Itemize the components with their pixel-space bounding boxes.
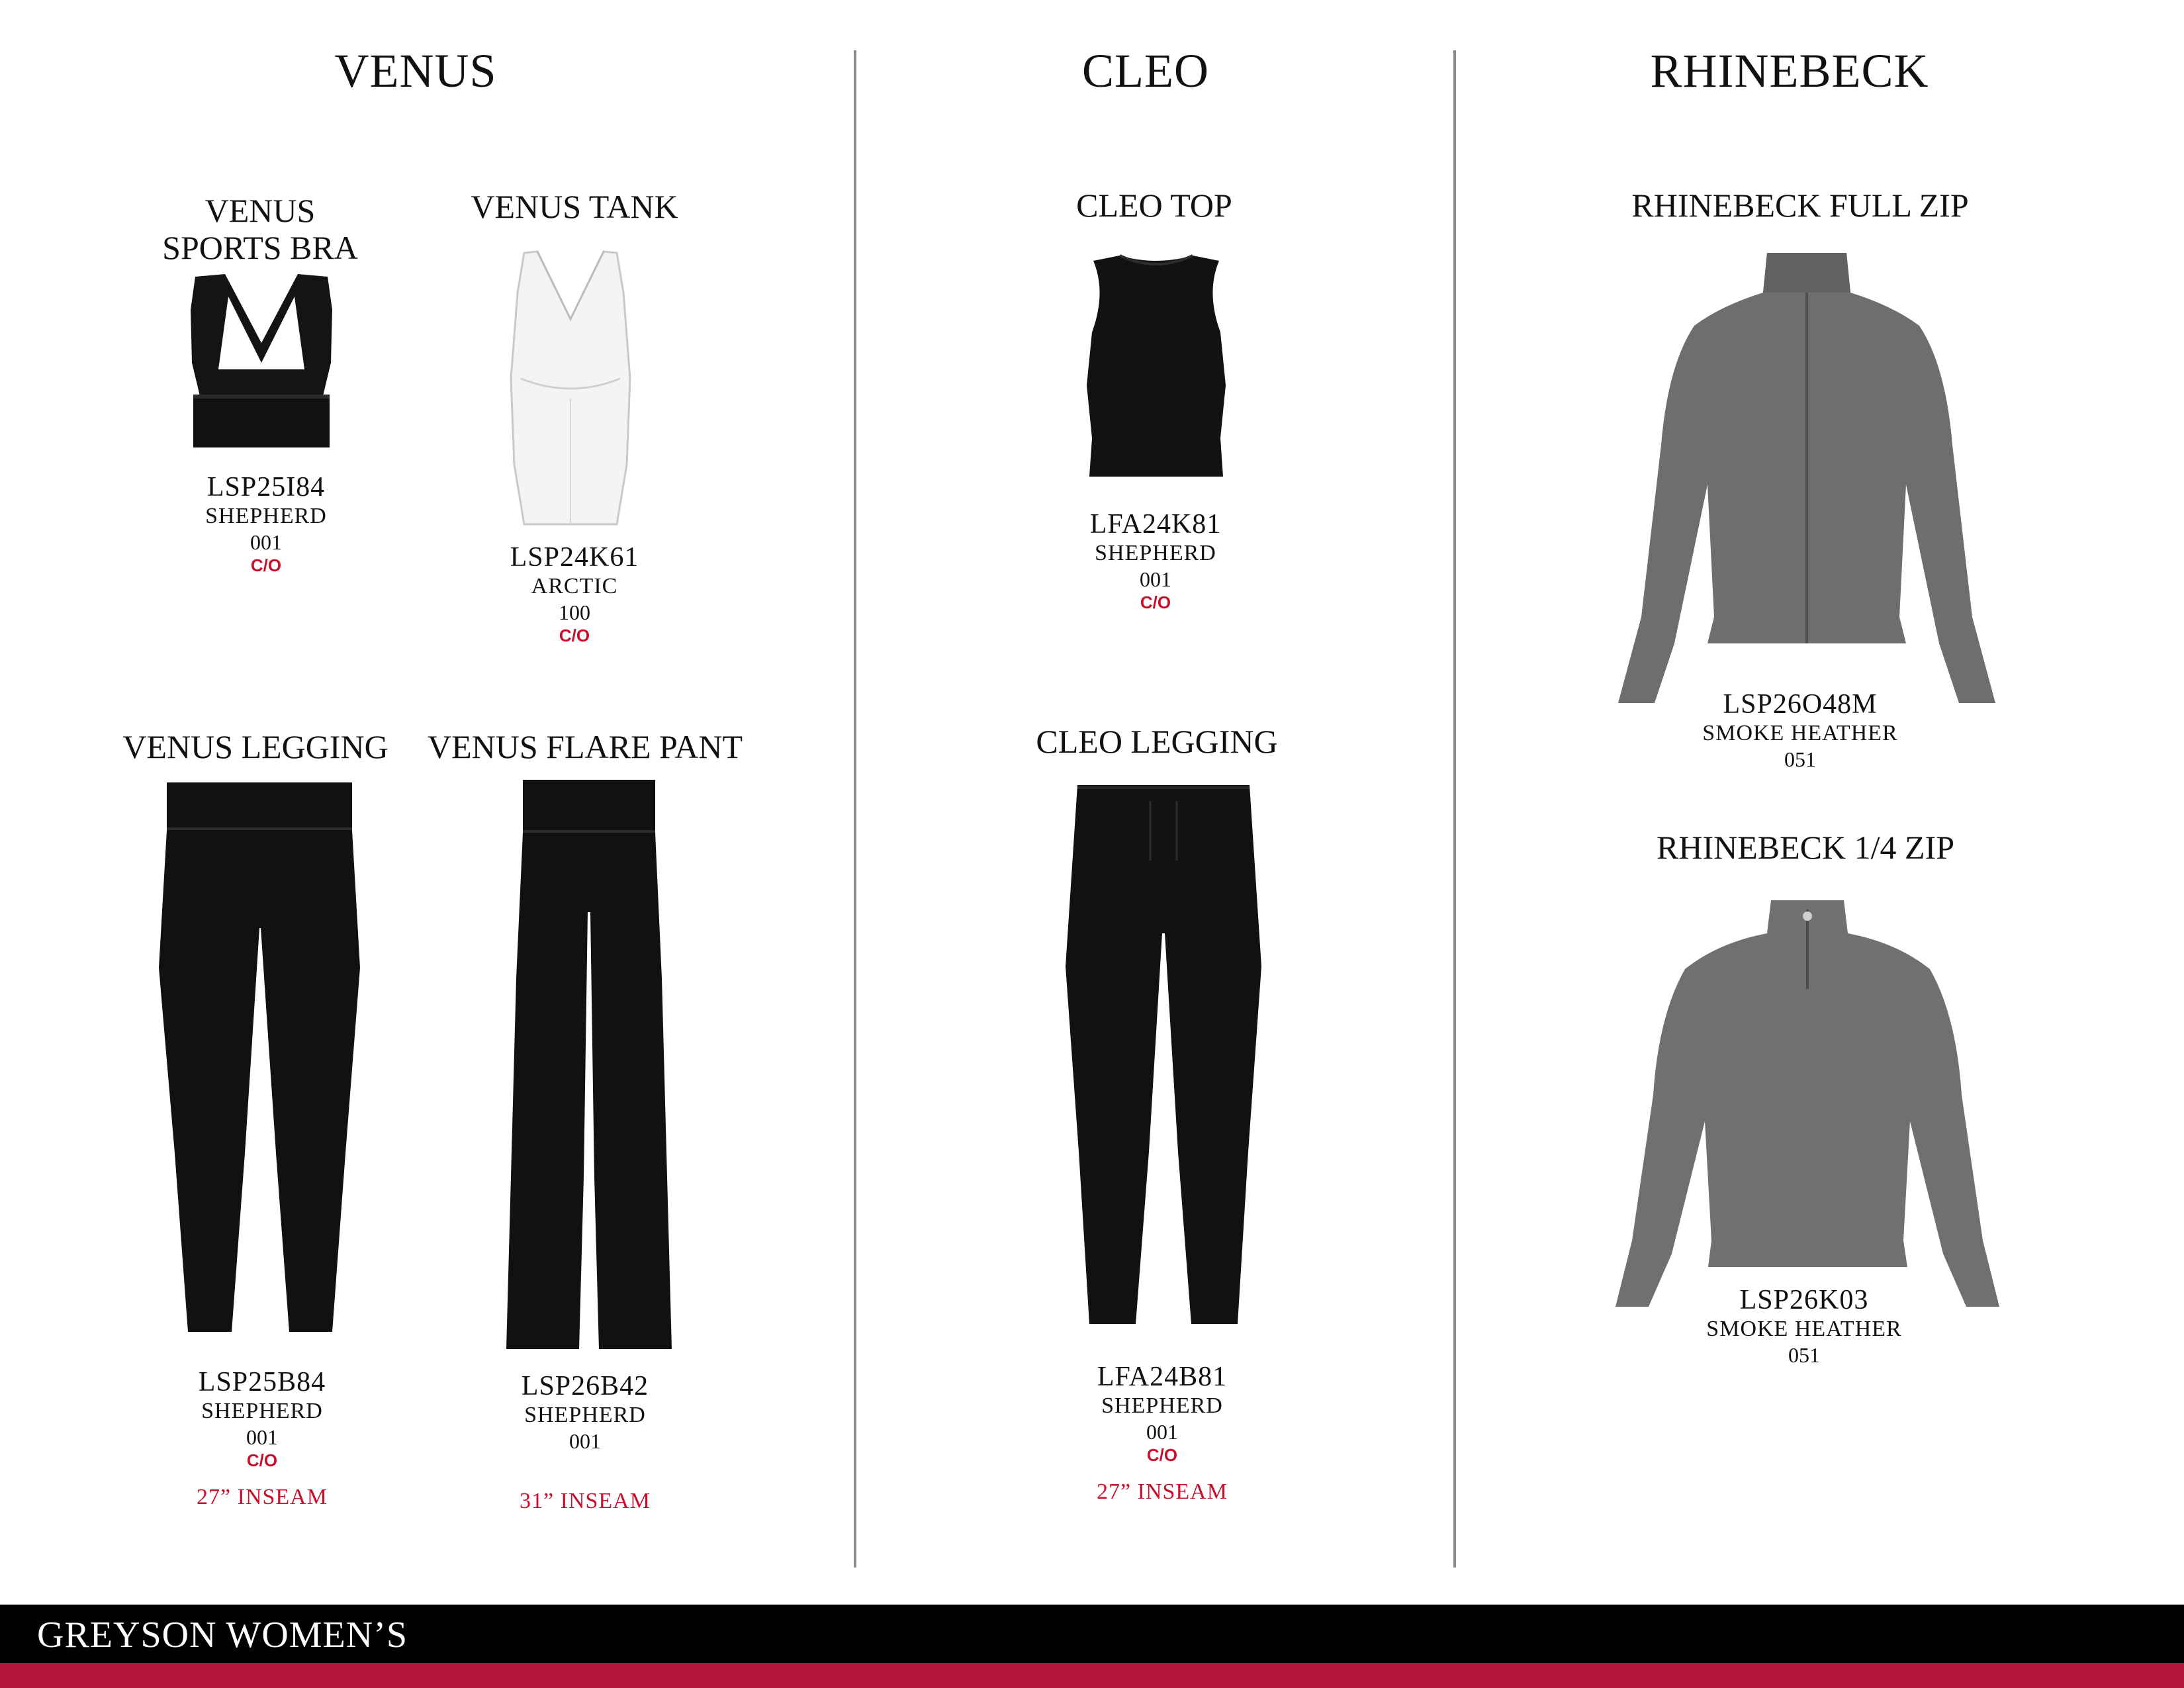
column-divider-left	[854, 50, 856, 1568]
footer-brand: GREYSON WOMEN’S	[37, 1615, 408, 1656]
sku: LSP26K03	[1739, 1285, 1869, 1315]
venus-tank-image	[498, 246, 643, 538]
footer-accent-stripe	[0, 1663, 2184, 1688]
section-title-venus: VENUS	[334, 44, 497, 97]
product-info-rhinebeck-full-zip	[1702, 688, 1897, 772]
inseam-label: 27” INSEAM	[197, 1485, 328, 1509]
sku: LSP26B42	[521, 1371, 649, 1401]
product-name-line2: SPORTS BRA	[162, 229, 358, 266]
product-name-line1: VENUS	[205, 192, 316, 229]
rhinebeck-quarter-zip-image	[1612, 896, 2003, 1313]
color-code: 051	[1788, 1343, 1820, 1367]
color-name: ARCTIC	[531, 574, 618, 598]
carryover-badge: C/O	[1146, 1445, 1178, 1465]
product-name-cleo-top: CLEO TOP	[1076, 187, 1232, 224]
product-info-cleo-legging	[1097, 1361, 1228, 1505]
color-code: 001	[250, 530, 282, 554]
color-name: SMOKE HEATHER	[1702, 721, 1898, 745]
product-info-venus-tank	[510, 541, 639, 646]
color-code: 001	[246, 1425, 278, 1449]
product-name-venus-sports-bra	[162, 192, 358, 266]
carryover-badge: C/O	[1140, 592, 1171, 612]
color-name: SHEPHERD	[201, 1399, 323, 1423]
product-name-venus-flare-pant: VENUS FLARE PANT	[427, 728, 743, 765]
color-name: SHEPHERD	[1095, 541, 1216, 565]
venus-legging-image	[147, 782, 372, 1345]
product-name-venus-tank: VENUS TANK	[471, 188, 678, 225]
sku: LSP25B84	[198, 1367, 326, 1397]
product-name-rhinebeck-full-zip: RHINEBECK FULL ZIP	[1631, 187, 1969, 224]
carryover-badge: C/O	[250, 555, 282, 575]
cleo-legging-image	[1051, 781, 1276, 1337]
inseam-label: 31” INSEAM	[520, 1489, 651, 1513]
product-name-rhinebeck-quarter-zip: RHINEBECK 1/4 ZIP	[1657, 829, 1954, 866]
product-info-cleo-top	[1090, 508, 1222, 613]
product-name-venus-legging: VENUS LEGGING	[122, 728, 388, 765]
color-code: 001	[569, 1429, 601, 1453]
venus-sports-bra-image	[179, 270, 344, 455]
section-title-rhinebeck: RHINEBECK	[1650, 44, 1929, 97]
color-code: 001	[1140, 567, 1171, 591]
rhinebeck-full-zip-image	[1615, 246, 1999, 710]
section-title-cleo: CLEO	[1082, 44, 1209, 97]
carryover-badge: C/O	[559, 626, 590, 645]
product-name-cleo-legging: CLEO LEGGING	[1036, 723, 1278, 760]
venus-flare-pant-image	[503, 780, 675, 1356]
column-divider-right	[1453, 50, 1456, 1568]
product-info-venus-legging	[197, 1366, 328, 1511]
color-name: SHEPHERD	[1101, 1393, 1223, 1418]
color-code: 100	[558, 600, 590, 624]
product-info-venus-flare-pant	[520, 1370, 651, 1515]
inseam-label: 27” INSEAM	[1097, 1479, 1228, 1504]
product-info-rhinebeck-quarter-zip	[1706, 1284, 1901, 1368]
color-code: 001	[1146, 1420, 1178, 1444]
product-info-venus-sports-bra	[205, 471, 327, 576]
sku: LSP26O48M	[1723, 689, 1878, 720]
color-code: 051	[1784, 747, 1816, 771]
sku: LFA24B81	[1097, 1362, 1228, 1392]
color-name: SHEPHERD	[205, 504, 327, 528]
carryover-badge: C/O	[246, 1450, 278, 1470]
color-name: SMOKE HEATHER	[1706, 1317, 1902, 1341]
color-name: SHEPHERD	[524, 1403, 646, 1427]
sku: LFA24K81	[1089, 509, 1222, 539]
sku: LSP25I84	[206, 472, 326, 502]
sku: LSP24K61	[510, 542, 639, 573]
cleo-top-image	[1073, 253, 1239, 478]
